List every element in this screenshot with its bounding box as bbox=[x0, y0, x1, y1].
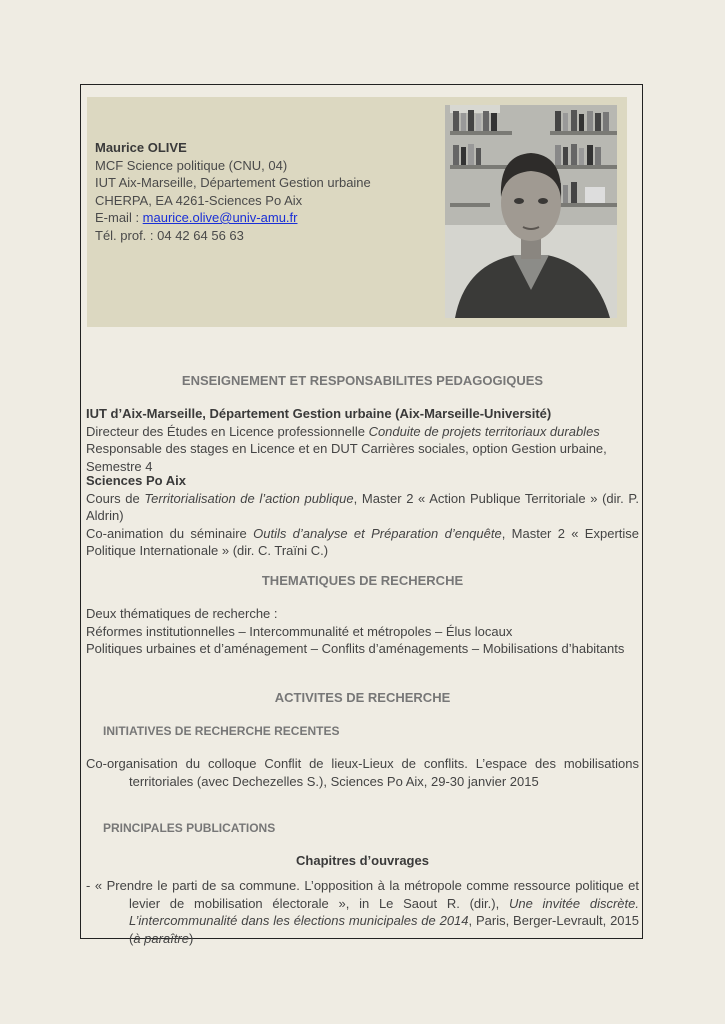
department-line: IUT Aix-Marseille, Département Gestion urbaine bbox=[95, 175, 371, 190]
iut-line-1 bbox=[86, 423, 639, 441]
email-label: E-mail : bbox=[95, 210, 143, 225]
person-name: Maurice OLIVE bbox=[95, 140, 187, 155]
spa-seminar-name: Outils d’analyse et Préparation d’enquête bbox=[253, 525, 502, 541]
spa-line-2-prefix: Co-animation du séminaire bbox=[86, 525, 254, 541]
spa-line-2 bbox=[86, 525, 639, 560]
themes-line-2: Politiques urbaines et d’aménagement – Conflits d’aménagements – Mobilisations d’habitants bbox=[86, 641, 625, 656]
publications-title: PRINCIPALES PUBLICATIONS bbox=[103, 821, 276, 835]
chapters-title: Chapitres d’ouvrages bbox=[296, 853, 429, 868]
themes-intro: Deux thématiques de recherche : bbox=[86, 606, 278, 621]
activities-section-title: ACTIVITES DE RECHERCHE bbox=[274, 690, 451, 705]
spa-course-name: Territorialisation de l’action publique bbox=[144, 490, 354, 506]
contact-block bbox=[95, 139, 371, 244]
publication-book-title: Une invitée discrète. L’intercommunalité dans les élections municipales de 2014 bbox=[129, 895, 639, 928]
spa-line-1-prefix: Cours de bbox=[86, 490, 145, 506]
iut-line-2: Responsable des stages en Licence et en DUT Carrières sociales, option Gestion urbaine, Semestre 4 bbox=[86, 441, 607, 474]
initiatives-title: INITIATIVES DE RECHERCHE RECENTES bbox=[103, 724, 340, 738]
portrait-photo bbox=[445, 105, 617, 318]
spa-org: Sciences Po Aix bbox=[86, 473, 186, 488]
publication-suffix: ) bbox=[189, 930, 194, 946]
publication-middle: , Paris, Berger-Levrault, 2015 ( bbox=[129, 913, 639, 946]
phone-line: Tél. prof. : 04 42 64 56 63 bbox=[95, 227, 244, 243]
spa-block bbox=[86, 472, 639, 560]
publication-entry bbox=[86, 877, 639, 947]
spa-line-2-suffix: , Master 2 « Expertise Politique Internationale » (dir. C. Traïni C.) bbox=[86, 525, 639, 558]
publication-block bbox=[86, 877, 639, 947]
email-link[interactable]: maurice.olive@univ-amu.fr bbox=[142, 210, 298, 225]
portrait-image bbox=[445, 105, 617, 318]
iut-line-1-text: Directeur des Études en Licence professionnelle bbox=[86, 423, 369, 439]
lab-line: CHERPA, EA 4261-Sciences Po Aix bbox=[95, 192, 303, 208]
themes-line-1: Réformes institutionnelles – Intercommunalité et métropoles – Élus locaux bbox=[86, 623, 513, 639]
publication-prefix: - « Prendre le parti de sa commune. L’opposition à la métropole comme ressource politique et levier de mobilisation électorale », in Le Saout R. (dir.), bbox=[86, 878, 639, 911]
cv-page bbox=[80, 84, 643, 946]
initiative-block bbox=[86, 755, 639, 790]
initiative-text: Co-organisation du colloque Conflit de lieux-Lieux de conflits. L’espace des mobilisations territoriales (avec Dechezelles S.), Sciences Po Aix, 29-30 janvier 2015 bbox=[86, 756, 639, 789]
iut-org: IUT d’Aix-Marseille, Département Gestion urbaine (Aix-Marseille-Université) bbox=[86, 406, 552, 421]
publication-status: à paraître bbox=[133, 930, 189, 946]
iut-block bbox=[86, 405, 639, 475]
themes-section-title: THEMATIQUES DE RECHERCHE bbox=[261, 573, 464, 588]
spa-line-1 bbox=[86, 490, 639, 525]
position-line: MCF Science politique (CNU, 04) bbox=[95, 157, 288, 173]
email-line bbox=[95, 209, 371, 227]
header-box bbox=[87, 97, 627, 327]
iut-program-name: Conduite de projets territoriaux durables bbox=[368, 423, 600, 439]
spa-line-1-suffix: , Master 2 « Action Publique Territoriale » (dir. P. Aldrin) bbox=[86, 490, 639, 523]
themes-block bbox=[86, 605, 639, 658]
teaching-section-title: ENSEIGNEMENT ET RESPONSABILITES PEDAGOGIQUES bbox=[181, 373, 544, 388]
